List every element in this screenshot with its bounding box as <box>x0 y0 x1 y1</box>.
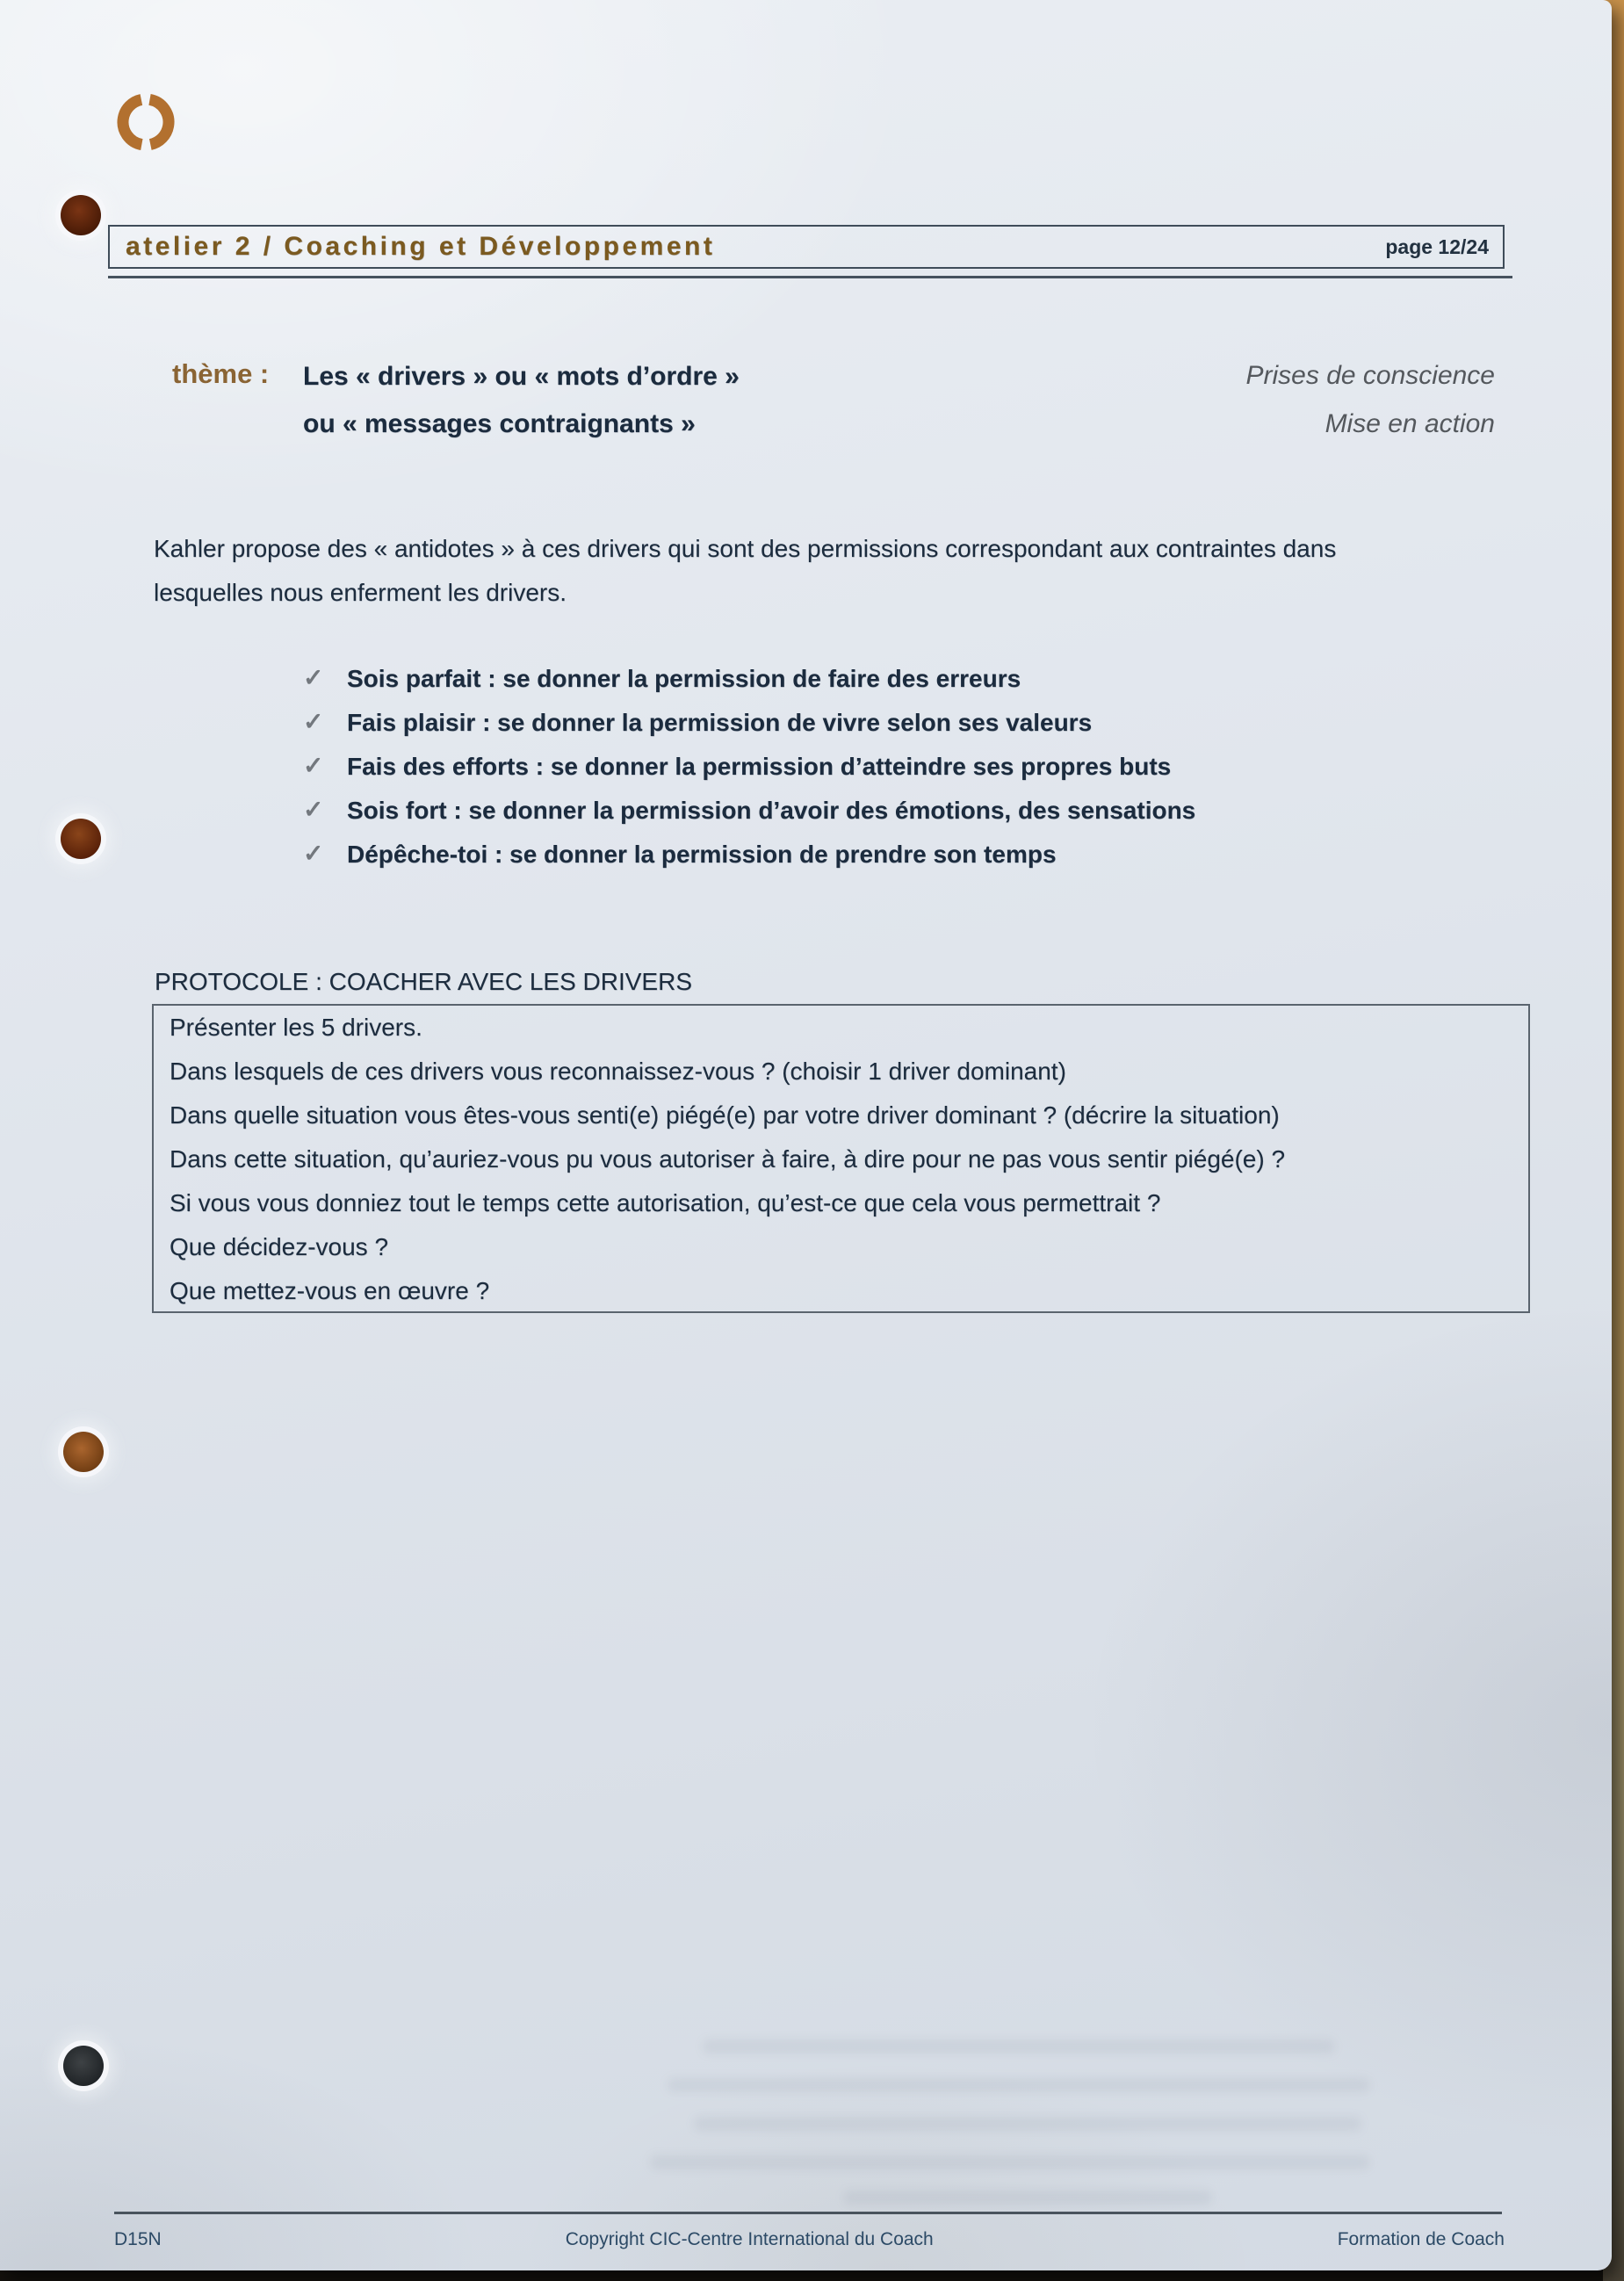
bleed-through-line <box>668 2078 1370 2092</box>
check-icon: ✓ <box>303 663 324 691</box>
antidote-text: Dépêche-toi : se donner la permission de prendre son temps <box>347 841 1057 868</box>
header-rule <box>108 276 1512 278</box>
protocol-line: Si vous vous donniez tout le temps cette autorisation, qu’est-ce que cela vous permettrait ? <box>170 1189 1161 1216</box>
theme-label: thème : <box>172 358 270 389</box>
bleed-through-line <box>843 2191 1212 2205</box>
protocol-line: Dans cette situation, qu’auriez-vous pu vous autoriser à faire, à dire pour ne pas vous sentir piégé(e) ? <box>170 1145 1286 1173</box>
annotation-mise-en-action: Mise en action <box>1324 409 1495 438</box>
protocol-line: Que mettez-vous en œuvre ? <box>170 1277 490 1304</box>
footer-document-code: D15N <box>114 2229 162 2249</box>
list-item <box>303 657 1195 701</box>
theme-title-line2: ou « messages contraignants » <box>303 409 696 438</box>
theme-title-line1: Les « drivers » ou « mots d’ordre » <box>303 362 740 391</box>
annotation-prises-de-conscience: Prises de conscience <box>1245 361 1495 390</box>
list-item <box>303 745 1195 789</box>
intro-line: lesquelles nous enferment les drivers. <box>154 579 567 606</box>
antidote-text: Sois parfait : se donner la permission de faire des erreurs <box>347 665 1021 692</box>
antidote-text: Sois fort : se donner la permission d’avoir des émotions, des sensations <box>347 797 1196 824</box>
list-item <box>303 833 1195 877</box>
footer-formation-label: Formation de Coach <box>1337 2229 1505 2249</box>
punch-hole <box>63 1432 104 1472</box>
theme-title <box>303 353 740 448</box>
protocol-line: Dans lesquels de ces drivers vous reconnaissez-vous ? (choisir 1 driver dominant) <box>170 1057 1066 1085</box>
bleed-through-line <box>650 2155 1370 2169</box>
footer-rule <box>114 2212 1502 2214</box>
header-title: atelier 2 / Coaching et Développement <box>126 232 716 261</box>
antidote-text: Fais plaisir : se donner la permission de vivre selon ses valeurs <box>347 709 1093 736</box>
page-footer <box>114 2229 1505 2250</box>
antidote-list <box>303 657 1195 877</box>
list-item <box>303 701 1195 745</box>
bleed-through-text <box>650 2039 1440 2215</box>
antidote-text: Fais des efforts : se donner la permission d’atteindre ses propres buts <box>347 753 1172 780</box>
page-number: page 12/24 <box>1385 235 1489 258</box>
protocol-box <box>152 1004 1530 1313</box>
bleed-through-line <box>703 2039 1335 2054</box>
theme-annotations <box>1246 351 1495 448</box>
intro-line: Kahler propose des « antidotes » à ces drivers qui sont des permissions correspondant aux contraintes dans <box>154 535 1337 562</box>
protocol-line: Que décidez-vous ? <box>170 1233 389 1260</box>
page-header <box>108 225 1505 269</box>
check-icon: ✓ <box>303 839 324 867</box>
protocol-heading: PROTOCOLE : COACHER AVEC LES DRIVERS <box>155 968 693 995</box>
check-icon: ✓ <box>303 707 324 735</box>
check-icon: ✓ <box>303 795 324 823</box>
footer-copyright: Copyright CIC-Centre International du Coach <box>565 2229 934 2249</box>
punch-hole <box>63 2046 104 2086</box>
punch-hole <box>61 195 101 235</box>
bleed-through-line <box>694 2117 1361 2131</box>
protocol-line: Présenter les 5 drivers. <box>170 1014 422 1041</box>
punch-hole <box>61 819 101 859</box>
cic-logo-icon <box>117 93 175 151</box>
protocol-line: Dans quelle situation vous êtes-vous senti(e) piégé(e) par votre driver dominant ? (décrire la situation) <box>170 1101 1280 1129</box>
list-item <box>303 789 1195 833</box>
intro-paragraph <box>154 527 1336 615</box>
check-icon: ✓ <box>303 751 324 779</box>
